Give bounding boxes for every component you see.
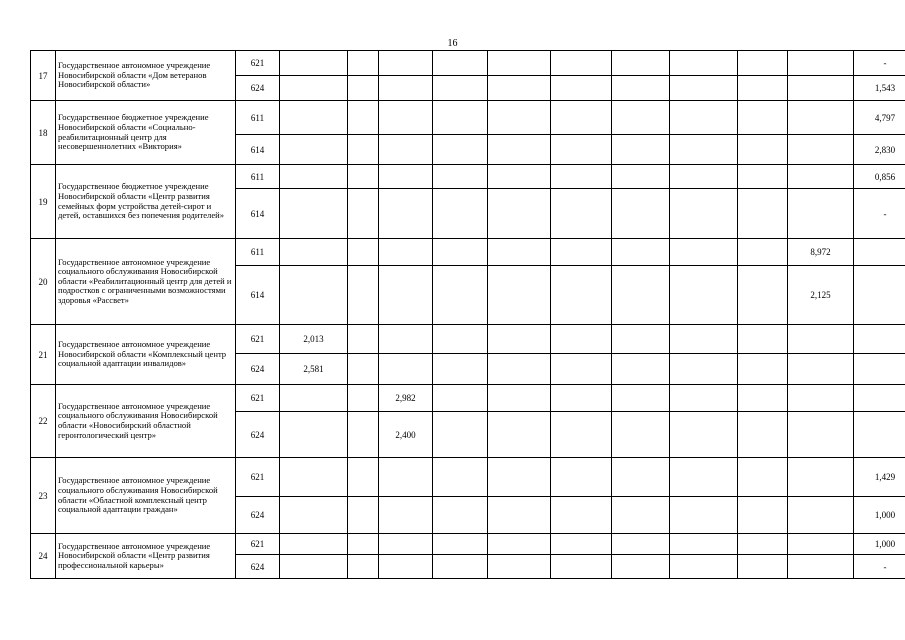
expense-code: 614 <box>236 266 280 325</box>
value-cell <box>738 497 788 534</box>
value-cell: 1,429 <box>854 458 905 497</box>
value-cell <box>488 239 551 266</box>
value-cell <box>612 412 670 458</box>
value-cell <box>280 76 348 101</box>
value-cell <box>612 555 670 579</box>
value-cell <box>433 354 488 385</box>
value-cell <box>788 354 854 385</box>
value-cell <box>348 165 379 189</box>
value-cell <box>348 239 379 266</box>
value-cell <box>612 534 670 555</box>
institution-name: Государственное автономное учреждение социального обслуживания Новосибирской области «Областной комплексный центр социальной адаптации граждан» <box>56 458 236 534</box>
value-cell <box>433 458 488 497</box>
value-cell <box>280 458 348 497</box>
value-cell <box>738 534 788 555</box>
value-cell <box>379 458 433 497</box>
value-cell <box>379 534 433 555</box>
value-cell <box>379 189 433 239</box>
value-cell: 1,543 <box>854 76 905 101</box>
value-cell <box>670 101 738 135</box>
value-cell <box>379 266 433 325</box>
row-number: 24 <box>31 534 56 579</box>
value-cell <box>670 76 738 101</box>
value-cell <box>612 239 670 266</box>
value-cell <box>612 135 670 165</box>
row-number: 20 <box>31 239 56 325</box>
value-cell <box>788 165 854 189</box>
expense-code: 624 <box>236 555 280 579</box>
value-cell <box>551 325 612 354</box>
value-cell <box>788 385 854 412</box>
value-cell <box>348 385 379 412</box>
value-cell <box>433 266 488 325</box>
value-cell <box>788 76 854 101</box>
value-cell <box>612 51 670 76</box>
table-row <box>31 165 905 189</box>
value-cell <box>488 189 551 239</box>
institution-name: Государственное автономное учреждение Новосибирской области «Комплексный центр социальной адаптации инвалидов» <box>56 325 236 385</box>
value-cell <box>738 165 788 189</box>
value-cell <box>670 412 738 458</box>
value-cell <box>551 534 612 555</box>
value-cell <box>670 354 738 385</box>
expense-code: 621 <box>236 51 280 76</box>
value-cell <box>433 385 488 412</box>
value-cell <box>854 385 905 412</box>
value-cell <box>854 412 905 458</box>
value-cell <box>348 135 379 165</box>
value-cell <box>854 266 905 325</box>
value-cell <box>280 239 348 266</box>
value-cell <box>551 76 612 101</box>
value-cell <box>280 51 348 76</box>
value-cell <box>788 135 854 165</box>
value-cell <box>551 458 612 497</box>
value-cell <box>433 534 488 555</box>
value-cell <box>280 189 348 239</box>
value-cell <box>433 76 488 101</box>
value-cell <box>348 266 379 325</box>
expense-code: 624 <box>236 354 280 385</box>
value-cell <box>488 497 551 534</box>
value-cell <box>488 135 551 165</box>
table-row <box>31 325 905 354</box>
expense-code: 621 <box>236 385 280 412</box>
table-row <box>31 51 905 76</box>
value-cell <box>670 165 738 189</box>
value-cell <box>551 51 612 76</box>
value-cell <box>488 101 551 135</box>
value-cell <box>379 239 433 266</box>
value-cell <box>854 325 905 354</box>
expense-code: 621 <box>236 534 280 555</box>
value-cell <box>280 534 348 555</box>
value-cell <box>280 101 348 135</box>
value-cell: - <box>854 189 905 239</box>
value-cell <box>612 189 670 239</box>
value-cell <box>670 497 738 534</box>
value-cell <box>551 101 612 135</box>
value-cell <box>670 239 738 266</box>
value-cell <box>551 165 612 189</box>
value-cell <box>433 555 488 579</box>
value-cell <box>788 458 854 497</box>
page-number: 16 <box>447 38 458 49</box>
value-cell <box>379 51 433 76</box>
table-body <box>31 51 905 579</box>
value-cell <box>788 497 854 534</box>
value-cell <box>551 354 612 385</box>
value-cell <box>788 101 854 135</box>
value-cell <box>738 239 788 266</box>
value-cell <box>348 325 379 354</box>
expense-code: 611 <box>236 239 280 266</box>
value-cell <box>612 165 670 189</box>
budget-table <box>30 50 905 579</box>
expense-code: 614 <box>236 189 280 239</box>
value-cell <box>488 325 551 354</box>
value-cell <box>670 325 738 354</box>
expense-code: 611 <box>236 165 280 189</box>
value-cell <box>612 101 670 135</box>
value-cell <box>379 325 433 354</box>
value-cell <box>738 412 788 458</box>
value-cell <box>670 266 738 325</box>
value-cell <box>488 412 551 458</box>
value-cell <box>280 412 348 458</box>
value-cell <box>433 135 488 165</box>
value-cell <box>551 555 612 579</box>
value-cell <box>612 385 670 412</box>
value-cell <box>738 135 788 165</box>
value-cell <box>788 555 854 579</box>
value-cell <box>738 354 788 385</box>
value-cell: 2,581 <box>280 354 348 385</box>
row-number: 23 <box>31 458 56 534</box>
value-cell <box>738 555 788 579</box>
row-number: 18 <box>31 101 56 165</box>
value-cell: 1,000 <box>854 497 905 534</box>
value-cell <box>348 412 379 458</box>
value-cell <box>612 354 670 385</box>
value-cell <box>612 497 670 534</box>
row-number: 22 <box>31 385 56 458</box>
value-cell: - <box>854 555 905 579</box>
value-cell <box>433 497 488 534</box>
value-cell <box>738 385 788 412</box>
table-row <box>31 239 905 266</box>
value-cell <box>738 76 788 101</box>
value-cell <box>551 189 612 239</box>
value-cell <box>670 51 738 76</box>
value-cell <box>670 189 738 239</box>
value-cell <box>280 266 348 325</box>
value-cell <box>280 385 348 412</box>
value-cell <box>551 239 612 266</box>
value-cell <box>612 325 670 354</box>
value-cell <box>488 76 551 101</box>
expense-code: 624 <box>236 412 280 458</box>
value-cell <box>488 458 551 497</box>
value-cell <box>348 51 379 76</box>
value-cell <box>488 555 551 579</box>
value-cell <box>788 534 854 555</box>
value-cell <box>612 76 670 101</box>
value-cell <box>488 266 551 325</box>
expense-code: 611 <box>236 101 280 135</box>
institution-name: Государственное автономное учреждение социального обслуживания Новосибирской области «Реабилитационный центр для детей и подростков с ограниченными возможностями здоровья «Рассвет» <box>56 239 236 325</box>
expense-code: 621 <box>236 325 280 354</box>
expense-code: 621 <box>236 458 280 497</box>
value-cell <box>433 165 488 189</box>
expense-code: 624 <box>236 497 280 534</box>
value-cell <box>280 497 348 534</box>
value-cell <box>854 354 905 385</box>
value-cell <box>433 101 488 135</box>
value-cell <box>379 101 433 135</box>
table-row <box>31 458 905 497</box>
value-cell <box>612 458 670 497</box>
value-cell <box>551 385 612 412</box>
value-cell <box>788 325 854 354</box>
value-cell <box>379 76 433 101</box>
institution-name: Государственное автономное учреждение Новосибирской области «Центр развития профессиональной карьеры» <box>56 534 236 579</box>
value-cell: 1,000 <box>854 534 905 555</box>
value-cell <box>433 51 488 76</box>
value-cell <box>670 534 738 555</box>
value-cell: 2,830 <box>854 135 905 165</box>
value-cell: 0,856 <box>854 165 905 189</box>
value-cell <box>488 165 551 189</box>
value-cell <box>379 497 433 534</box>
value-cell <box>348 534 379 555</box>
value-cell <box>348 189 379 239</box>
value-cell <box>488 385 551 412</box>
value-cell <box>854 239 905 266</box>
value-cell <box>738 51 788 76</box>
row-number: 21 <box>31 325 56 385</box>
value-cell <box>348 76 379 101</box>
value-cell: 2,125 <box>788 266 854 325</box>
value-cell <box>488 534 551 555</box>
table-row <box>31 534 905 555</box>
row-number: 17 <box>31 51 56 101</box>
value-cell <box>670 385 738 412</box>
value-cell <box>433 412 488 458</box>
value-cell <box>488 51 551 76</box>
expense-code: 614 <box>236 135 280 165</box>
value-cell <box>788 412 854 458</box>
value-cell <box>433 239 488 266</box>
value-cell <box>348 458 379 497</box>
value-cell <box>348 101 379 135</box>
row-number: 19 <box>31 165 56 239</box>
value-cell <box>551 412 612 458</box>
value-cell <box>280 135 348 165</box>
value-cell <box>379 354 433 385</box>
table-row <box>31 101 905 135</box>
value-cell <box>280 165 348 189</box>
value-cell <box>433 189 488 239</box>
value-cell <box>379 135 433 165</box>
value-cell <box>670 135 738 165</box>
institution-name: Государственное бюджетное учреждение Новосибирской области «Центр развития семейных форм устройства детей-сирот и детей, оставшихся без попечения родителей» <box>56 165 236 239</box>
value-cell: - <box>854 51 905 76</box>
value-cell: 2,400 <box>379 412 433 458</box>
value-cell <box>379 555 433 579</box>
value-cell <box>348 497 379 534</box>
value-cell <box>670 458 738 497</box>
value-cell <box>738 266 788 325</box>
value-cell <box>612 266 670 325</box>
value-cell <box>738 101 788 135</box>
value-cell <box>280 555 348 579</box>
value-cell <box>738 325 788 354</box>
value-cell <box>788 189 854 239</box>
value-cell: 2,982 <box>379 385 433 412</box>
institution-name: Государственное автономное учреждение Новосибирской области «Дом ветеранов Новосибирской области» <box>56 51 236 101</box>
value-cell <box>488 354 551 385</box>
value-cell <box>738 458 788 497</box>
value-cell <box>379 165 433 189</box>
value-cell: 4,797 <box>854 101 905 135</box>
institution-name: Государственное бюджетное учреждение Новосибирской области «Социально-реабилитационный центр для несовершеннолетних «Виктория» <box>56 101 236 165</box>
value-cell <box>433 325 488 354</box>
value-cell <box>348 555 379 579</box>
value-cell <box>551 135 612 165</box>
expense-code: 624 <box>236 76 280 101</box>
table-row <box>31 385 905 412</box>
institution-name: Государственное автономное учреждение социального обслуживания Новосибирской области «Новосибирский областной геронтологический центр» <box>56 385 236 458</box>
value-cell <box>670 555 738 579</box>
value-cell: 8,972 <box>788 239 854 266</box>
value-cell <box>551 497 612 534</box>
value-cell <box>551 266 612 325</box>
value-cell <box>788 51 854 76</box>
value-cell <box>348 354 379 385</box>
value-cell: 2,013 <box>280 325 348 354</box>
value-cell <box>738 189 788 239</box>
